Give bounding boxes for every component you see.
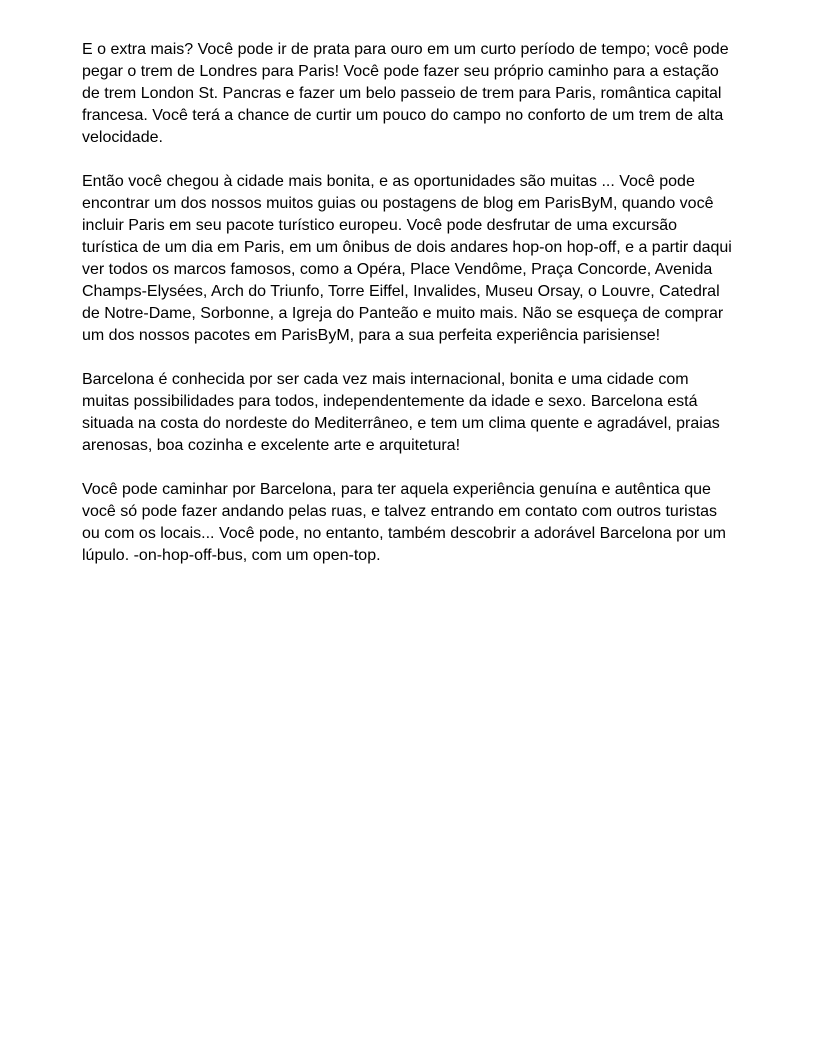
paragraph-barcelona-walking: Você pode caminhar por Barcelona, para ter aquela experiência genuína e autêntica que você só pode fazer andando pelas ruas, e talvez entrando em contato com outros turistas ou com os locais... Você pode, no entanto, também descobrir a adorável Barcelona por um lúpulo. -on-hop-off-bus, com um open-top. [82,481,726,564]
paragraph-train-london-paris: E o extra mais? Você pode ir de prata para ouro em um curto período de tempo; você pode pegar o trem de Londres para Paris! Você pode fazer seu próprio caminho para a estação de trem London St. Pancras e fazer um belo passeio de trem para Paris, romântica capital francesa. Você terá a chance de curtir um pouco do campo no conforto de um trem de alta velocidade. [82,41,729,146]
paragraph-paris-sightseeing: Então você chegou à cidade mais bonita, e as oportunidades são muitas ... Você pode encontrar um dos nossos muitos guias ou postagens de blog em ParisByM, quando você incluir Paris em seu pacote turístico europeu. Você pode desfrutar de uma excursão turística de um dia em Paris, em um ônibus de dois andares hop-on hop-off, e a partir daqui ver todos os marcos famosos, como a Opéra, Place Vendôme, Praça Concorde, Avenida Champs-Elysées, Arch do Triunfo, Torre Eiffel, Invalides, Museu Orsay, o Louvre, Catedral de Notre-Dame, Sorbonne, a Igreja do Panteão e muito mais. Não se esqueça de comprar um dos nossos pacotes em ParisByM, para a sua perfeita experiência parisiense! [82,173,732,344]
document-page [82,39,742,589]
paragraph-barcelona-intro: Barcelona é conhecida por ser cada vez mais internacional, bonita e uma cidade com muitas possibilidades para todos, independentemente da idade e sexo. Barcelona está situada na costa do nordeste do Mediterrâneo, e tem um clima quente e agradável, praias arenosas, boa cozinha e excelente arte e arquitetura! [82,371,720,454]
